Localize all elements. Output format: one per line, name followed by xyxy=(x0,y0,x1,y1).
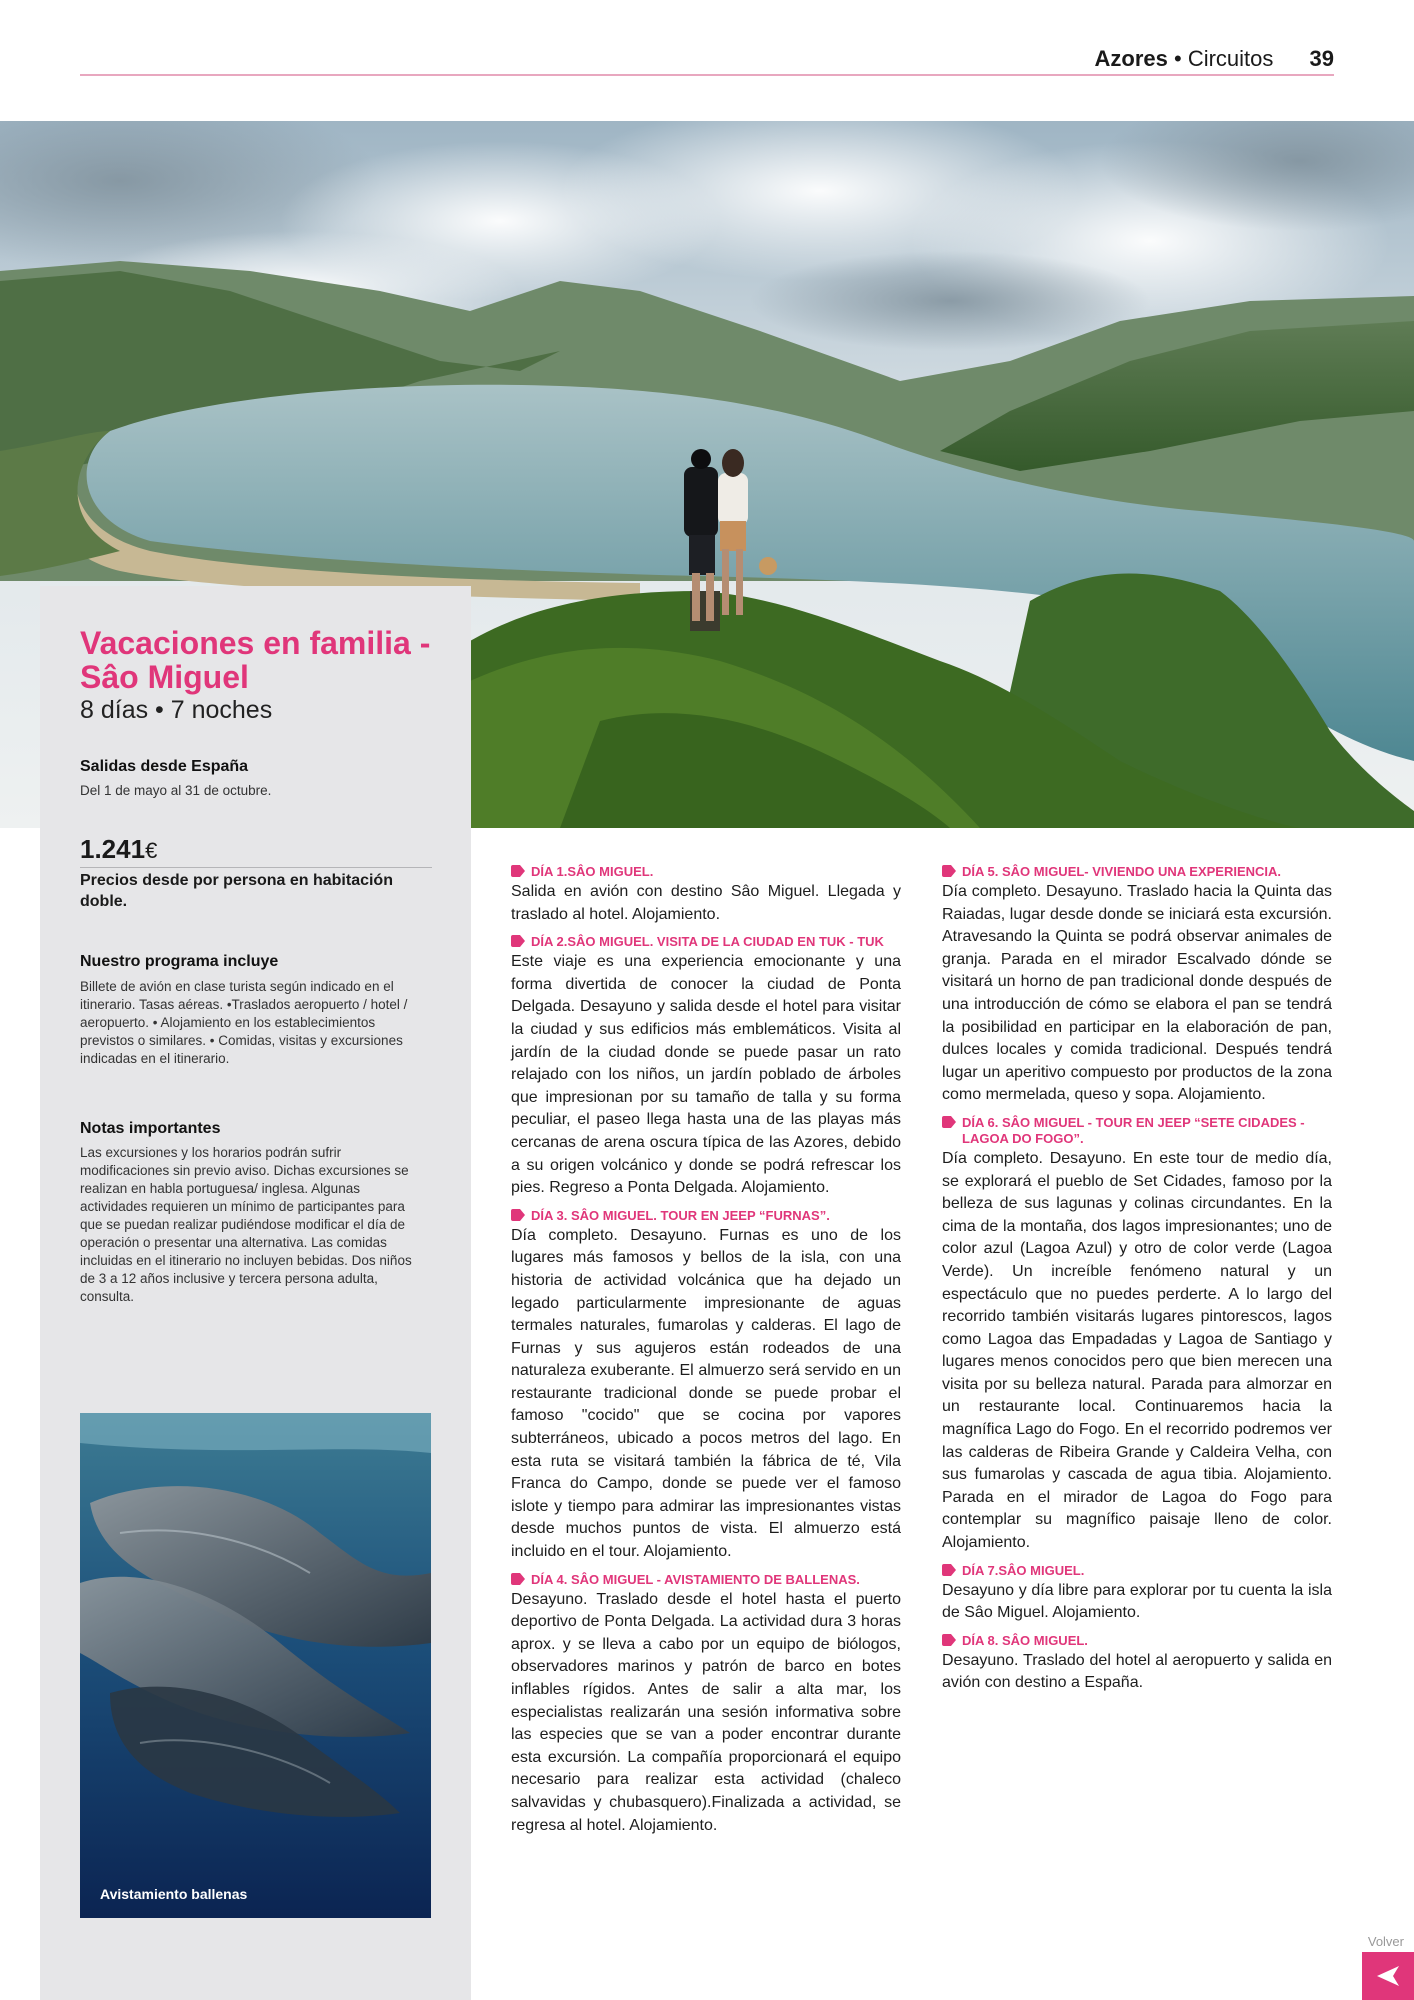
arrow-tag-icon xyxy=(511,1573,525,1585)
arrow-tag-icon xyxy=(511,865,525,877)
day-text: Este viaje es una experiencia emocionante y una forma divertida de conocer la ciudad de Ponta Delgada. Desayuno y salida desde el hotel para visitar la ciudad y sus edificios más emblemáticos. Visita al jardín de la ciudad donde se puede pasar un rato relajado con los niños, un jardín poblado de árboles que impresionan por su tamaño de talla y su forma peculiar, el paseo llega hasta una de las playas más cercanas de arena oscura típica de las Azores, debido a su origen volcánico y donde se podrá refrescar los pies. Regreso a Ponta Delgada. Alojamiento. xyxy=(511,953,901,1197)
day-heading xyxy=(511,864,901,880)
price-note: Precios desde por persona en habitación doble. xyxy=(80,872,393,910)
day-text: Desayuno. Traslado del hotel al aeropuerto y salida en avión con destino a España. xyxy=(942,1651,1332,1692)
day-text: Día completo. Desayuno. Traslado hacia la Quinta das Raiadas, lugar desde donde se iniciará esta excursión. Atravesando la Quinta se podrá observar animales de granja. Parada en el mirador Escalvado dónde se visitará un horno de pan tradicional donde después de una introducción de cómo se elabora el pan se tendrá la posibilidad en participar en la elaboración de pan, dulces locales y comida tradicional. Después tendrá lugar un aperitivo compuesto por productos de la zona como mermelada, queso y sopa. Alojamiento. xyxy=(942,883,1332,1104)
day-7 xyxy=(942,1563,1332,1625)
day-text: Salida en avión con destino Sâo Miguel. Llegada y traslado al hotel. Alojamiento. xyxy=(511,883,901,923)
day-title: DÍA 2.SÂO MIGUEL. VISITA DE LA CIUDAD EN TUK - TUK xyxy=(531,934,884,950)
back-label[interactable]: Volver xyxy=(1367,1934,1404,1949)
notes-text: Las excursiones y los horarios podrán sufrir modificaciones sin previo aviso. Dichas excursiones se realizan en habla portuguesa/ inglesa. Algunas actividades requieren un mínimo de participantes para que se puedan realizar pudiéndose modificar el día de operación o presentar una alternativa. Las comidas incluidas en el itinerario no incluyen bebidas. Dos niños de 3 a 12 años inclusive y tercera persona adulta, consulta. xyxy=(80,1145,412,1304)
itinerary-column-1 xyxy=(511,864,901,1845)
day-heading xyxy=(511,934,901,950)
photo-caption: Avistamiento ballenas xyxy=(100,1886,248,1902)
page-number: 39 xyxy=(1309,46,1334,71)
day-1 xyxy=(511,864,901,926)
day-title: DÍA 4. SÂO MIGUEL - AVISTAMIENTO DE BALLENAS. xyxy=(531,1571,860,1587)
day-5 xyxy=(942,864,1332,1107)
day-heading xyxy=(942,864,1332,880)
itinerary-column-2 xyxy=(942,864,1332,1703)
header-separator: • xyxy=(1173,46,1182,71)
notes-heading: Notas importantes xyxy=(80,1120,221,1137)
day-heading xyxy=(942,1115,1332,1147)
day-2 xyxy=(511,934,901,1200)
header-section: Circuitos xyxy=(1187,46,1274,71)
product-title: Vacaciones en familia - Sâo Miguel xyxy=(80,625,431,695)
day-heading xyxy=(942,1563,1332,1579)
price-currency: € xyxy=(145,838,158,863)
header-text xyxy=(1095,46,1335,72)
price-value: 1.241 xyxy=(80,834,146,864)
day-4 xyxy=(511,1572,901,1838)
day-6 xyxy=(942,1115,1332,1555)
arrow-tag-icon xyxy=(511,935,525,947)
day-text: Día completo. Desayuno. Furnas es uno de los lugares más famosos y bellos de la isla, con una historia de actividad volcánica que ha dejado un legado particularmente impresionante de aguas termales naturales, fumarolas y calderas. El lago de Furnas y sus agujeros están rodeados de una naturaleza exuberante. El almuerzo será servido en un restaurante tradicional donde se puede probar el famoso "cocido" que se cocina por vapores subterráneos, ubicado a pocos metros del lago. En esta ruta se visitará también la fábrica de té, Vila Franca do Campo, donde se puede ver el famoso islote y tiempo para admirar las impresionantes vistas desde muchos puntos de vista. El almuerzo está incluido en el tour. Alojamiento. xyxy=(511,1226,901,1561)
arrow-tag-icon xyxy=(942,1634,956,1646)
day-heading xyxy=(942,1633,1332,1649)
includes-heading: Nuestro programa incluye xyxy=(80,953,279,970)
arrow-tag-icon xyxy=(942,1564,956,1576)
day-heading xyxy=(511,1208,901,1224)
day-title: DÍA 6. SÂO MIGUEL - TOUR EN JEEP “SETE CIDADES - LAGOA DO FOGO”. xyxy=(962,1114,1305,1146)
whale-photo xyxy=(80,1413,431,1918)
product-sidebar xyxy=(40,586,471,2000)
back-arrow-icon xyxy=(1375,1964,1401,1988)
day-text: Desayuno. Traslado desde el hotel hasta el puerto deportivo de Ponta Delgada. La actividad dura 3 horas aprox. y se lleva a cabo por un equipo de biólogos, observadores marinos y patrón de barco en botes inflables rígidos. Antes de salir a alta mar, los especialistas realizarán una sesión informativa sobre las especies que se van a poder encontrar durante esta excursión. La compañía proporcionará el equipo necesario para realizar esta actividad (chaleco salvavidas y chubasquero).Finalizada a actividad, se regresa al hotel. Alojamiento. xyxy=(511,1590,901,1834)
day-3 xyxy=(511,1208,901,1564)
includes-text: Billete de avión en clase turista según indicado en el itinerario. Tasas aéreas. •Traslados aeropuerto / hotel / aeropuerto. • Alojamiento en los establecimientos previstos o similares. • Comidas, visitas y excursiones indicadas en el itinerario. xyxy=(80,979,408,1066)
day-heading xyxy=(511,1572,901,1588)
header-destination: Azores xyxy=(1094,46,1168,71)
departures-heading: Salidas desde España xyxy=(80,758,249,775)
day-title: DÍA 8. SÂO MIGUEL. xyxy=(962,1632,1088,1648)
day-title: DÍA 7.SÂO MIGUEL. xyxy=(962,1562,1085,1578)
day-8 xyxy=(942,1633,1332,1695)
arrow-tag-icon xyxy=(942,865,956,877)
page-header xyxy=(80,44,1334,76)
day-title: DÍA 5. SÂO MIGUEL- VIVIENDO UNA EXPERIENCIA. xyxy=(962,864,1282,879)
day-title: DÍA 1.SÂO MIGUEL. xyxy=(531,864,654,879)
arrow-tag-icon xyxy=(511,1209,525,1221)
day-text: Desayuno y día libre para explorar por tu cuenta la isla de Sâo Miguel. Alojamiento. xyxy=(942,1581,1332,1622)
day-text: Día completo. Desayuno. En este tour de medio día, se explorará el pueblo de Set Cidades, famoso por la belleza de sus lagunas y colinas circundantes. En la cima de la montaña, dos lagos impresionantes; uno de color azul (Lagoa Azul) y otro de color verde (Lagoa Verde). Un increíble fenómeno natural y un espectáculo que no puedes perderte. A lo largo del recorrido también visitarás lugares pintorescos, lagos como Lagoa das Empadadas y Lagoa de Santiago y lugares menos conocidos pero que bien merecen una visita por su belleza natural. Parada para almorzar en un restaurante local. Continuaremos hacia la magnífica Lago do Fogo. En el recorrido podremos ver las calderas de Ribeira Grande y Caldeira Velha, con sus fumarolas y cascada de agua tibia. Alojamiento. Parada en el mirador de Lagoa do Fogo para contemplar su magnífico paisaje lleno de color. Alojamiento. xyxy=(942,1149,1332,1552)
back-button[interactable] xyxy=(1362,1952,1414,2000)
whale-image xyxy=(80,1413,431,1918)
arrow-tag-icon xyxy=(942,1116,956,1128)
day-title: DÍA 3. SÂO MIGUEL. TOUR EN JEEP “FURNAS”. xyxy=(531,1207,830,1223)
departures-text: Del 1 de mayo al 31 de octubre. xyxy=(80,783,272,798)
product-duration: 8 días • 7 noches xyxy=(80,696,273,724)
price-block xyxy=(80,834,432,868)
